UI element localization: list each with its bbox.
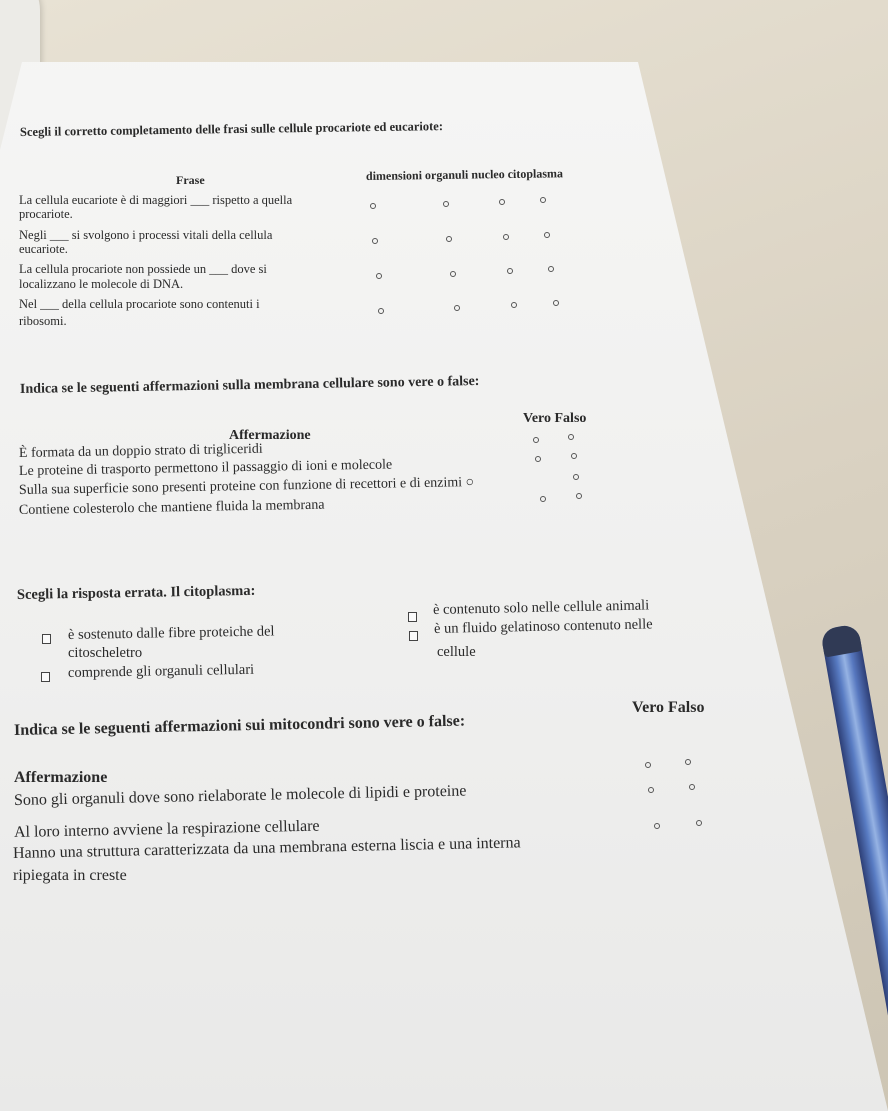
s1-r3-citoplasma-radio[interactable] bbox=[548, 266, 554, 272]
s4-r3-falso-radio[interactable] bbox=[696, 820, 702, 826]
s2-r3-falso-radio[interactable] bbox=[573, 474, 579, 480]
section2-col-header: Affermazione bbox=[229, 428, 311, 443]
section1-row-2-line1: Negli ___ si svolgono i processi vitali della cellula bbox=[19, 228, 273, 242]
section4-options-header: Vero Falso bbox=[632, 699, 705, 716]
s3-option-1-line2: citoscheletro bbox=[68, 645, 143, 661]
s3-option-1-checkbox[interactable] bbox=[42, 634, 51, 644]
section1-row-3-line2: localizzano le molecole di DNA. bbox=[19, 277, 184, 291]
section2-row-2: Le proteine di trasporto permettono il passaggio di ioni e molecole bbox=[18, 457, 393, 479]
s1-r4-dimensioni-radio[interactable] bbox=[378, 308, 384, 314]
s3-option-1-line1: è sostenuto dalle fibre proteiche del bbox=[67, 623, 275, 643]
s3-option-4-line2: cellule bbox=[437, 644, 476, 660]
s1-r2-citoplasma-radio[interactable] bbox=[544, 232, 550, 238]
s2-r4-vero-radio[interactable] bbox=[540, 496, 546, 502]
section2-title: Indica se le seguenti affermazioni sulla membrana cellulare sono vere o false: bbox=[19, 373, 480, 397]
section4-row-3-line1: Hanno una struttura caratterizzata da una membrana esterna liscia e una interna bbox=[12, 834, 521, 862]
section1-title: Scegli il corretto completamento delle frasi sulle cellule procariote ed eucariote: bbox=[19, 119, 444, 139]
s3-option-2-line1: comprende gli organuli cellulari bbox=[67, 661, 255, 681]
s1-r1-nucleo-radio[interactable] bbox=[499, 199, 505, 205]
section1-row-1-line1: La cellula eucariote è di maggiori ___ rispetto a quella bbox=[19, 193, 293, 207]
section1-row-3-line1: La cellula procariote non possiede un ___ dove si bbox=[19, 262, 267, 276]
s1-r3-dimensioni-radio[interactable] bbox=[376, 273, 382, 279]
s2-r2-falso-radio[interactable] bbox=[571, 453, 577, 459]
s3-option-2-checkbox[interactable] bbox=[41, 672, 50, 682]
s1-r1-organuli-radio[interactable] bbox=[443, 201, 449, 207]
section4-col-header: Affermazione bbox=[14, 769, 108, 786]
section4-row-2: Al loro interno avviene la respirazione cellulare bbox=[13, 817, 320, 841]
s4-r3-vero-radio[interactable] bbox=[654, 823, 660, 829]
s1-r3-nucleo-radio[interactable] bbox=[507, 268, 513, 274]
s4-r1-vero-radio[interactable] bbox=[645, 762, 651, 768]
section1-row-1-line2: procariote. bbox=[19, 207, 73, 221]
s2-r4-falso-radio[interactable] bbox=[576, 493, 582, 499]
s4-r2-falso-radio[interactable] bbox=[689, 784, 695, 790]
s4-r2-vero-radio[interactable] bbox=[648, 787, 654, 793]
section3-title: Scegli la risposta errata. Il citoplasma: bbox=[16, 582, 256, 603]
s1-r2-organuli-radio[interactable] bbox=[446, 236, 452, 242]
s1-r2-nucleo-radio[interactable] bbox=[503, 234, 509, 240]
s2-r1-falso-radio[interactable] bbox=[568, 434, 574, 440]
s1-r3-organuli-radio[interactable] bbox=[450, 271, 456, 277]
section2-row-4: Contiene colesterolo che mantiene fluida la membrana bbox=[18, 497, 325, 518]
s1-r1-citoplasma-radio[interactable] bbox=[540, 197, 546, 203]
section4-row-1: Sono gli organuli dove sono rielaborate le molecole di lipidi e proteine bbox=[13, 782, 467, 809]
section1-col-header: Frase bbox=[176, 173, 205, 187]
s1-r4-citoplasma-radio[interactable] bbox=[553, 300, 559, 306]
s1-r2-dimensioni-radio[interactable] bbox=[372, 238, 378, 244]
s2-r2-vero-radio[interactable] bbox=[535, 456, 541, 462]
section2-row-1: È formata da un doppio strato di trigliceridi bbox=[18, 441, 263, 461]
section4-row-3-line2: ripiegata in creste bbox=[13, 867, 127, 884]
s3-option-4-checkbox[interactable] bbox=[409, 631, 418, 641]
section1-options-header: dimensioni organuli nucleo citoplasma bbox=[365, 166, 564, 183]
section2-row-3: Sulla sua superficie sono presenti proteine con funzione di recettori e di enzimi ○ bbox=[18, 475, 475, 498]
section1-row-2-line2: eucariote. bbox=[19, 242, 68, 256]
s2-r1-vero-radio[interactable] bbox=[533, 437, 539, 443]
s3-option-3-checkbox[interactable] bbox=[408, 612, 417, 622]
s4-r1-falso-radio[interactable] bbox=[685, 759, 691, 765]
section4-title: Indica se le seguenti affermazioni sui mitocondri sono vere o false: bbox=[13, 712, 466, 739]
s1-r4-organuli-radio[interactable] bbox=[454, 305, 460, 311]
s3-option-3-line1: è contenuto solo nelle cellule animali bbox=[432, 597, 650, 618]
s1-r1-dimensioni-radio[interactable] bbox=[370, 203, 376, 209]
section1-row-4-line2: ribosomi. bbox=[19, 314, 67, 328]
s3-option-4-line1: è un fluido gelatinoso contenuto nelle bbox=[433, 616, 653, 637]
section1-row-4-line1: Nel ___ della cellula procariote sono contenuti i bbox=[19, 297, 260, 311]
s1-r4-nucleo-radio[interactable] bbox=[511, 302, 517, 308]
section2-options-header: Vero Falso bbox=[523, 411, 587, 426]
